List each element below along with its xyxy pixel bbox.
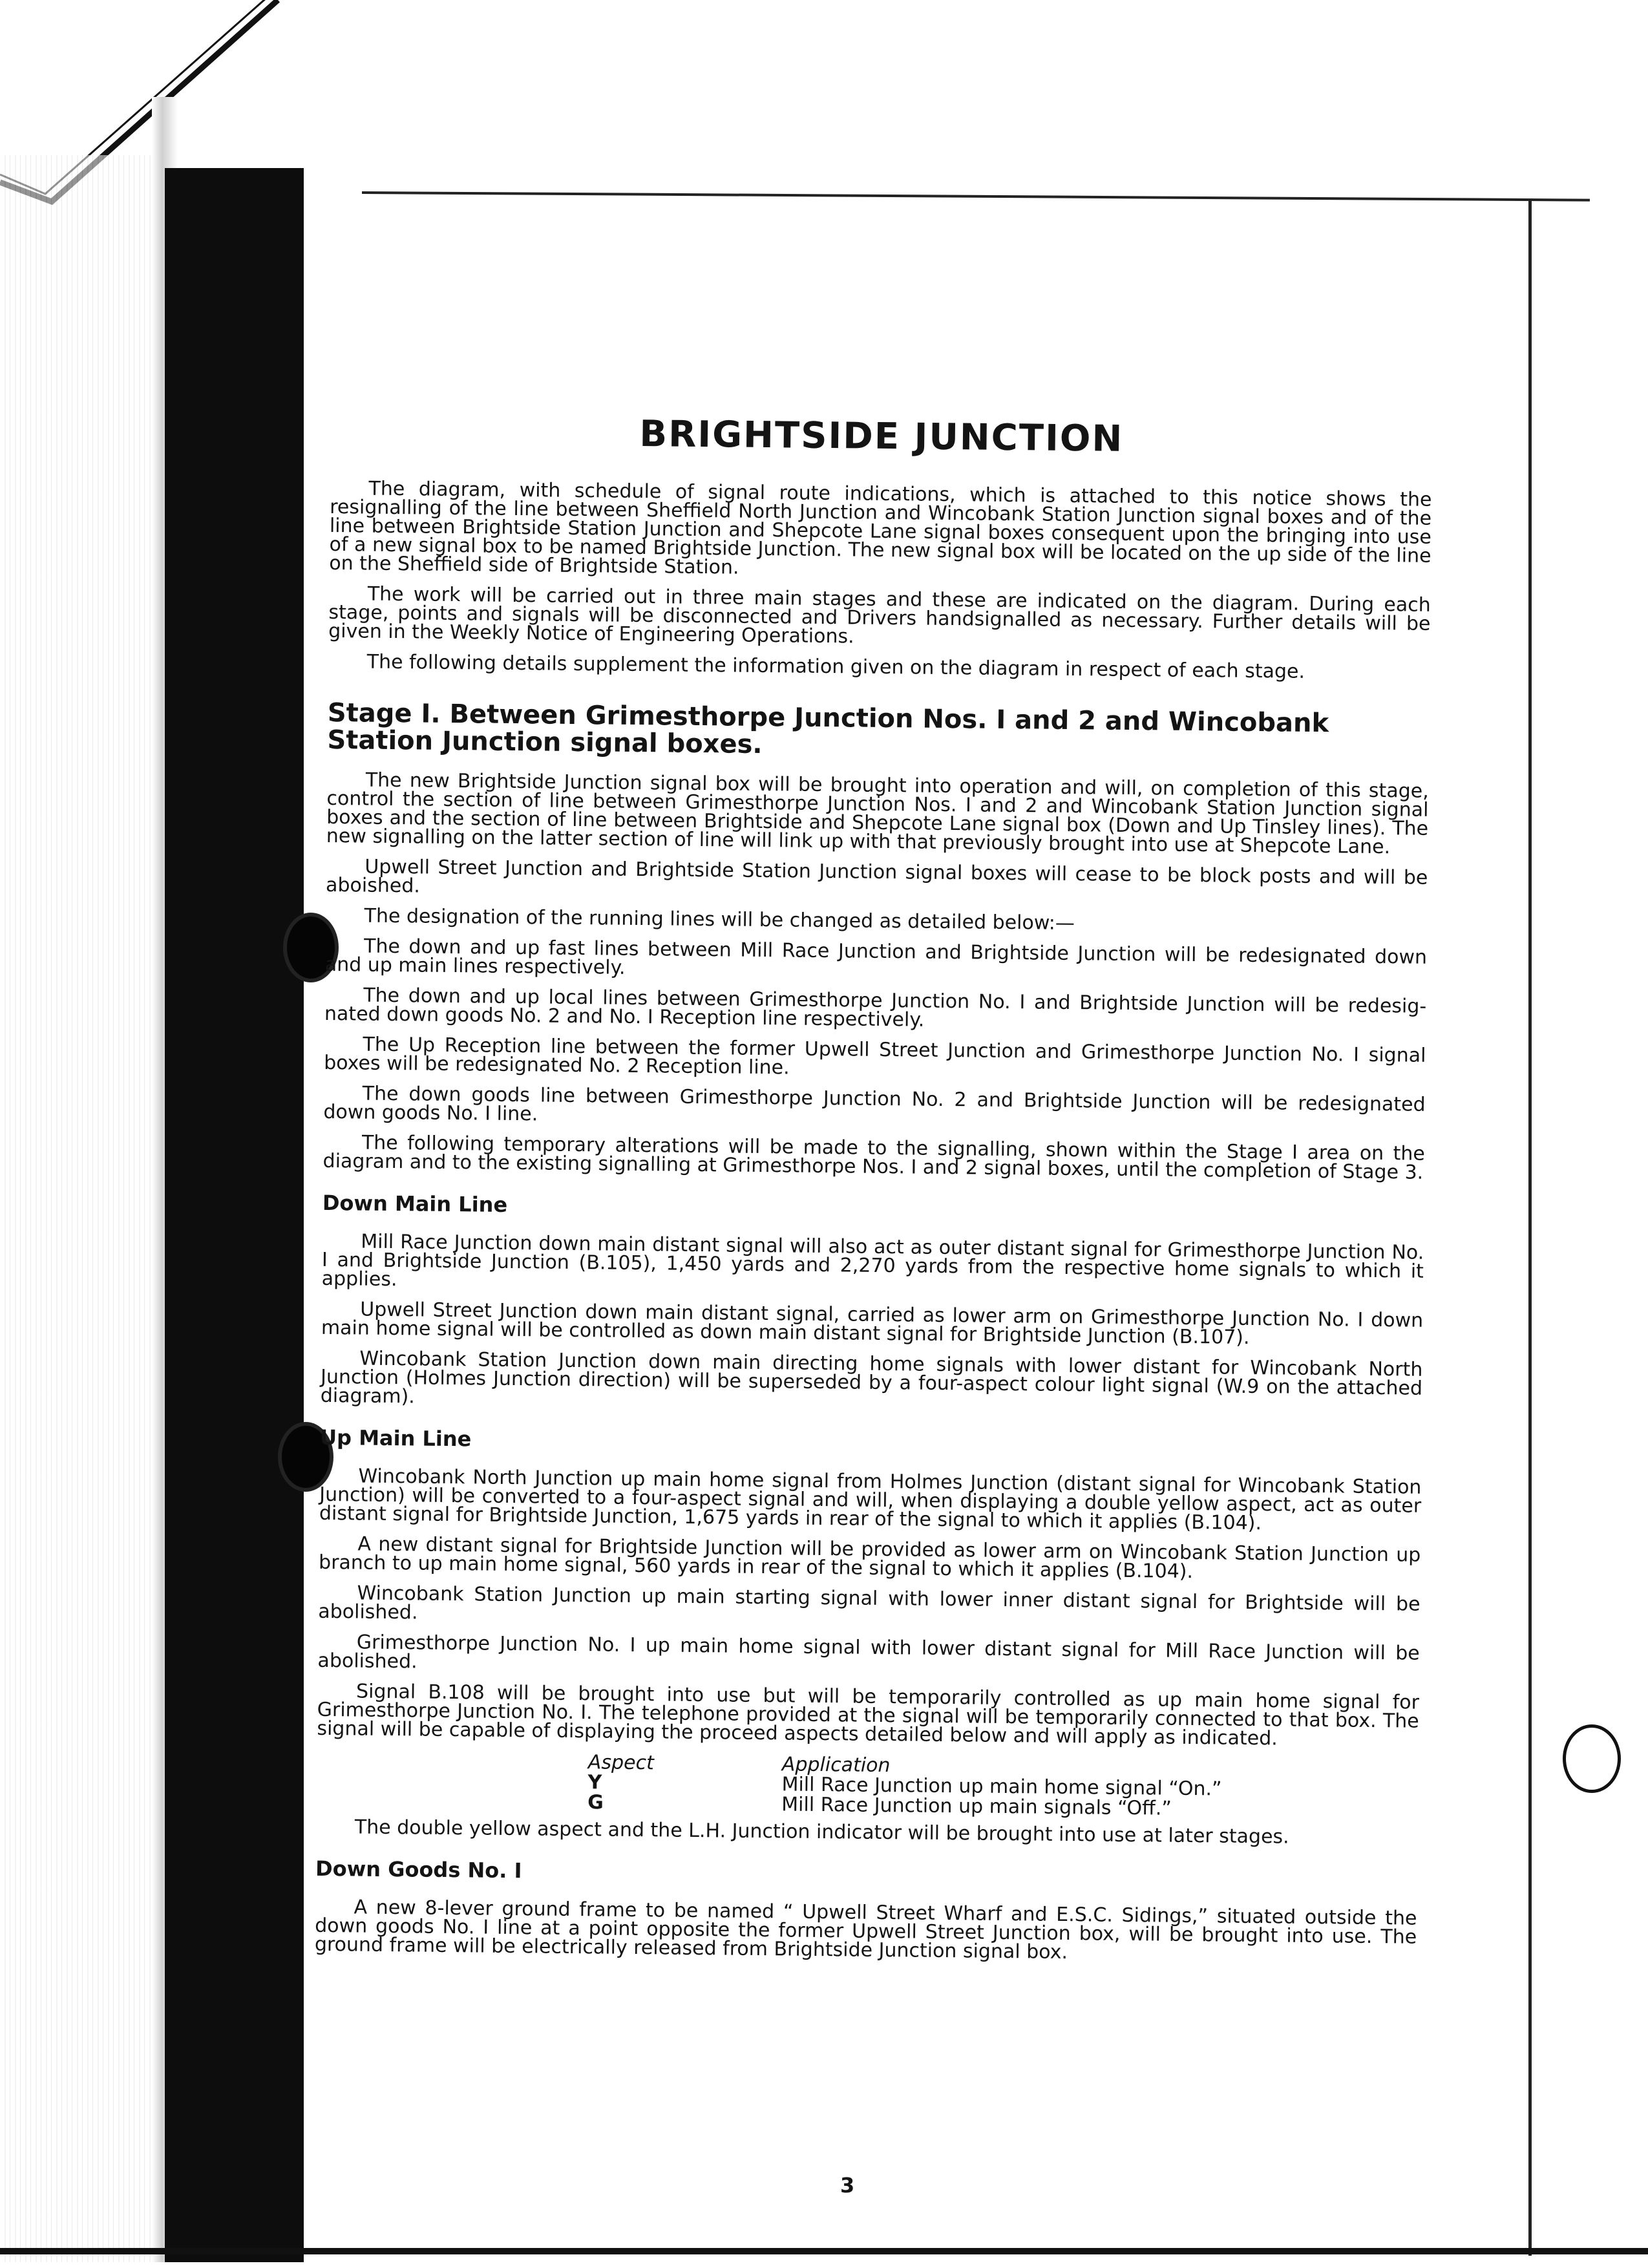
down-main-paragraph: Mill Race Junction down main distant signal will also act as outer distant signal for Grimesthorpe Junction No. I and Brightside Junction (B.105), 1,450 yards and 2,270 yards from the respective home signals to which it applies. [321,1230,1424,1291]
application-column-header: Application [781,1753,891,1777]
aspect-value: Y [587,1771,602,1794]
down-goods-paragraph: A new 8-lever ground frame to be named “ Upwell Street Wharf and E.S.C. Sidings,” situated outside the down goods No. I line at a point opposite the former Upwell Street Junction box, will be brought into use. The ground frame will be electrically released from Brightside Junction signal box. [314,1896,1417,1964]
up-main-paragraph: A new distant signal for Brightside Junction will be provided as lower arm on Wincobank Station Junction up branch to up main home signal, 560 yards in rear of the signal to which it applies (B.104). [318,1532,1421,1584]
application-value: Mill Race Junction up main signals “Off.” [781,1793,1172,1820]
down-goods-heading: Down Goods No. I [315,1856,522,1883]
stage-1-paragraph: The down and up local lines between Grimesthorpe Junction No. I and Brightside Junction will be redesig-nated down goods No. 2 and No. I Reception line respectively. [324,984,1427,1032]
up-main-paragraph: Signal B.108 will be brought into use but will be temporarily controlled as up main home signal for Grimesthorpe Junction No. I. The telephone provided at the signal will be temporarily connected to that box. The signal will be capable of displaying the proceed aspects detailed below and will apply as indicated. [317,1680,1420,1750]
page-right-edge [1528,200,1532,2256]
aspect-value: G [587,1791,604,1814]
down-main-paragraph: Upwell Street Junction down main distant signal, carried as lower arm on Grimesthorpe Junction No. I down main home signal will be controlled as down main distant signal for Brightside Junction (B.107). [321,1298,1424,1349]
stage-1-paragraph: The following temporary alterations will be made to the signalling, shown within the Stage I area on the diagram and to the existing signalling at Grimesthorpe Nos. I and 2 signal boxes, until the completion of Stage 3. [322,1131,1426,1184]
punch-hole-right [1563,1724,1621,1793]
aspect-table [316,1750,1419,1821]
up-main-closing: The double yellow aspect and the L.H. Junction indicator will be brought into use at later stages. [354,1816,1289,1849]
up-main-paragraph: Wincobank Station Junction up main starting signal with lower inner distant signal for Brightside will be abolished. [318,1582,1421,1624]
stage-1-paragraph: The down goods line between Grimesthorpe Junction No. 2 and Brightside Junction will be redesignated down goods No. I line. [323,1082,1426,1126]
up-main-paragraph: Grimesthorpe Junction No. I up main home signal with lower distant signal for Mill Race Junction will be abolished. [317,1631,1420,1673]
intro-paragraph: The following details supplement the information given on the diagram in respect of each stage. [366,650,1305,683]
document-body [315,397,1433,1977]
up-main-paragraph: Wincobank North Junction up main home signal from Holmes Junction (distant signal for Wincobank Station Junction) will be converted to a four-aspect signal and will, when displaying a double yellow aspect, act as outer distant signal for Brightside Junction, 1,675 yards in rear of the signal to which it applies (B.104). [319,1465,1422,1535]
stage-1-paragraph: Upwell Street Junction and Brightside Station Junction signal boxes will cease to be block posts and will be aboished. [325,855,1428,898]
application-value: Mill Race Junction up main home signal “On.” [781,1773,1222,1801]
page-number: 3 [840,2173,855,2198]
down-main-line-heading: Down Main Line [322,1190,508,1217]
binder-texture [0,155,165,2262]
stage-1-paragraph: The down and up fast lines between Mill Race Junction and Brightside Junction will be redesignated down and up main lines respectively. [324,935,1428,979]
aspect-column-header: Aspect [587,1751,655,1775]
up-main-line-heading: Up Main Line [319,1425,472,1452]
down-main-paragraph: Wincobank Station Junction down main directing home signals with lower distant for Wincobank North Junction (Holmes Junction direction) will be superseded by a four-aspect colour light signal (W.9 on the attached diagram). [320,1347,1423,1408]
binder-shadow [165,168,304,2262]
page-bottom-edge [0,2248,1648,2254]
page-title: BRIGHTSIDE JUNCTION [639,413,1124,460]
intro-paragraph: The diagram, with schedule of signal route indications, which is attached to this notice shows the resignalling of the line between Sheffield North Junction and Wincobank Station Junction signal boxes and of the line between Brightside Station Junction and Shepcote Lane signal boxes consequent upon the bringing into use of a new signal box to be named Brightside Junction. The new signal box will be located on the up side of the line on the Sheffield side of Brightside Station. [329,477,1432,579]
stage-1-paragraph: The Up Reception line between the former Upwell Street Junction and Grimesthorpe Junction No. I signal boxes will be redesignated No. 2 Reception line. [324,1033,1426,1079]
stage-1-heading: Stage I. Between Grimesthorpe Junction Nos. I and 2 and Wincobank Station Junction signal boxes. [327,697,1329,760]
intro-paragraph: The work will be carried out in three main stages and these are indicated on the diagram. During each stage, points and signals will be disconnected and Drivers handsignalled as necessary. Further details will be given in the Weekly Notice of Engineering Operations. [328,582,1431,648]
stage-1-paragraph: The new Brightside Junction signal box will be brought into operation and will, on completion of this stage, control the section of line between Grimesthorpe Junction Nos. I and 2 and Wincobank Station Junction signal boxes and the section of line between Brightside and Shepcote Lane signal box (Down and Up Tinsley lines). The new signalling on the latter section of line will link up with that previously brought into use at Shepcote Lane. [326,768,1429,859]
stage-1-paragraph: The designation of the running lines will be changed as detailed below:— [364,904,1075,935]
